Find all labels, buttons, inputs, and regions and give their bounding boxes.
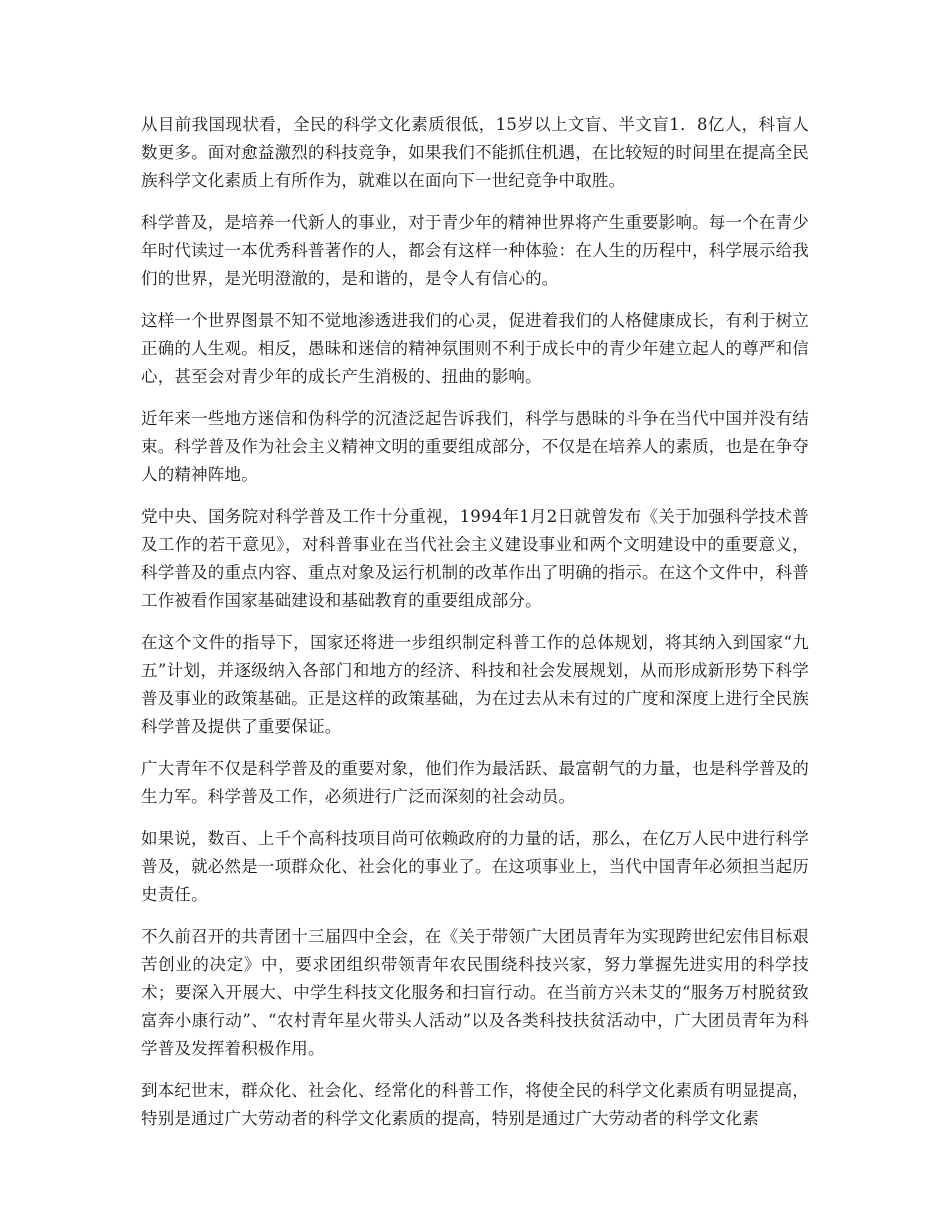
paragraph: 这样一个世界图景不知不觉地渗透进我们的心灵，促进着我们的人格健康成长，有利于树立正确的人生观。相反，愚昧和迷信的精神氛围则不利于成长中的青少年建立起人的尊严和信心，甚至会对青少年的成长产生消极的、扭曲的影响。	[141, 311, 809, 386]
paragraph: 近年来一些地方迷信和伪科学的沉渣泛起告诉我们，科学与愚昧的斗争在当代中国并没有结束。科学普及作为社会主义精神文明的重要组成部分，不仅是在培养人的素质，也是在争夺人的精神阵地。	[141, 409, 809, 484]
paragraph: 科学普及，是培养一代新人的事业，对于青少年的精神世界将产生重要影响。每一个在青少年时代读过一本优秀科普著作的人，都会有这样一种体验：在人生的历程中，科学展示给我们的世界，是光明澄澈的，是和谐的，是令人有信心的。	[141, 213, 809, 288]
paragraph: 广大青年不仅是科学普及的重要对象，他们作为最活跃、最富朝气的力量，也是科学普及的生力军。科学普及工作，必须进行广泛而深刻的社会动员。	[141, 759, 809, 806]
document-body	[141, 111, 809, 1147]
paragraph: 到本纪世末，群众化、社会化、经常化的科普工作，将使全民的科学文化素质有明显提高，特别是通过广大劳动者的科学文化素质的提高，特别是通过广大劳动者的科学文化素	[141, 1081, 809, 1128]
paragraph: 党中央、国务院对科学普及工作十分重视，1994年1月2日就曾发布《关于加强科学技术普及工作的若干意见》，对科普事业在当代社会主义建设事业和两个文明建设中的重要意义，科学普及的重点内容、重点对象及运行机制的改革作出了明确的指示。在这个文件中，科普工作被看作国家基础建设和基础教育的重要组成部分。	[141, 507, 809, 610]
paragraph: 不久前召开的共青团十三届四中全会，在《关于带领广大团员青年为实现跨世纪宏伟目标艰苦创业的决定》中，要求团组织带领青年农民围绕科技兴家，努力掌握先进实用的科学技术；要深入开展大、中学生科技文化服务和扫盲行动。在当前方兴未艾的“服务万村脱贫致富奔小康行动”、“农村青年星火带头人活动”以及各类科技扶贫活动中，广大团员青年为科学普及发挥着积极作用。	[141, 927, 809, 1058]
paragraph: 如果说，数百、上千个高科技项目尚可依赖政府的力量的话，那么，在亿万人民中进行科学普及，就必然是一项群众化、社会化的事业了。在这项事业上，当代中国青年必须担当起历史责任。	[141, 829, 809, 904]
paragraph: 在这个文件的指导下，国家还将进一步组织制定科普工作的总体规划，将其纳入到国家“九五”计划，并逐级纳入各部门和地方的经济、科技和社会发展规划，从而形成新形势下科学普及事业的政策基础。正是这样的政策基础，为在过去从未有过的广度和深度上进行全民族科学普及提供了重要保证。	[141, 633, 809, 736]
paragraph: 从目前我国现状看，全民的科学文化素质很低，15岁以上文盲、半文盲1．8亿人，科盲人数更多。面对愈益激烈的科技竞争，如果我们不能抓住机遇，在比较短的时间里在提高全民族科学文化素质上有所作为，就难以在面向下一世纪竞争中取胜。	[141, 115, 809, 190]
